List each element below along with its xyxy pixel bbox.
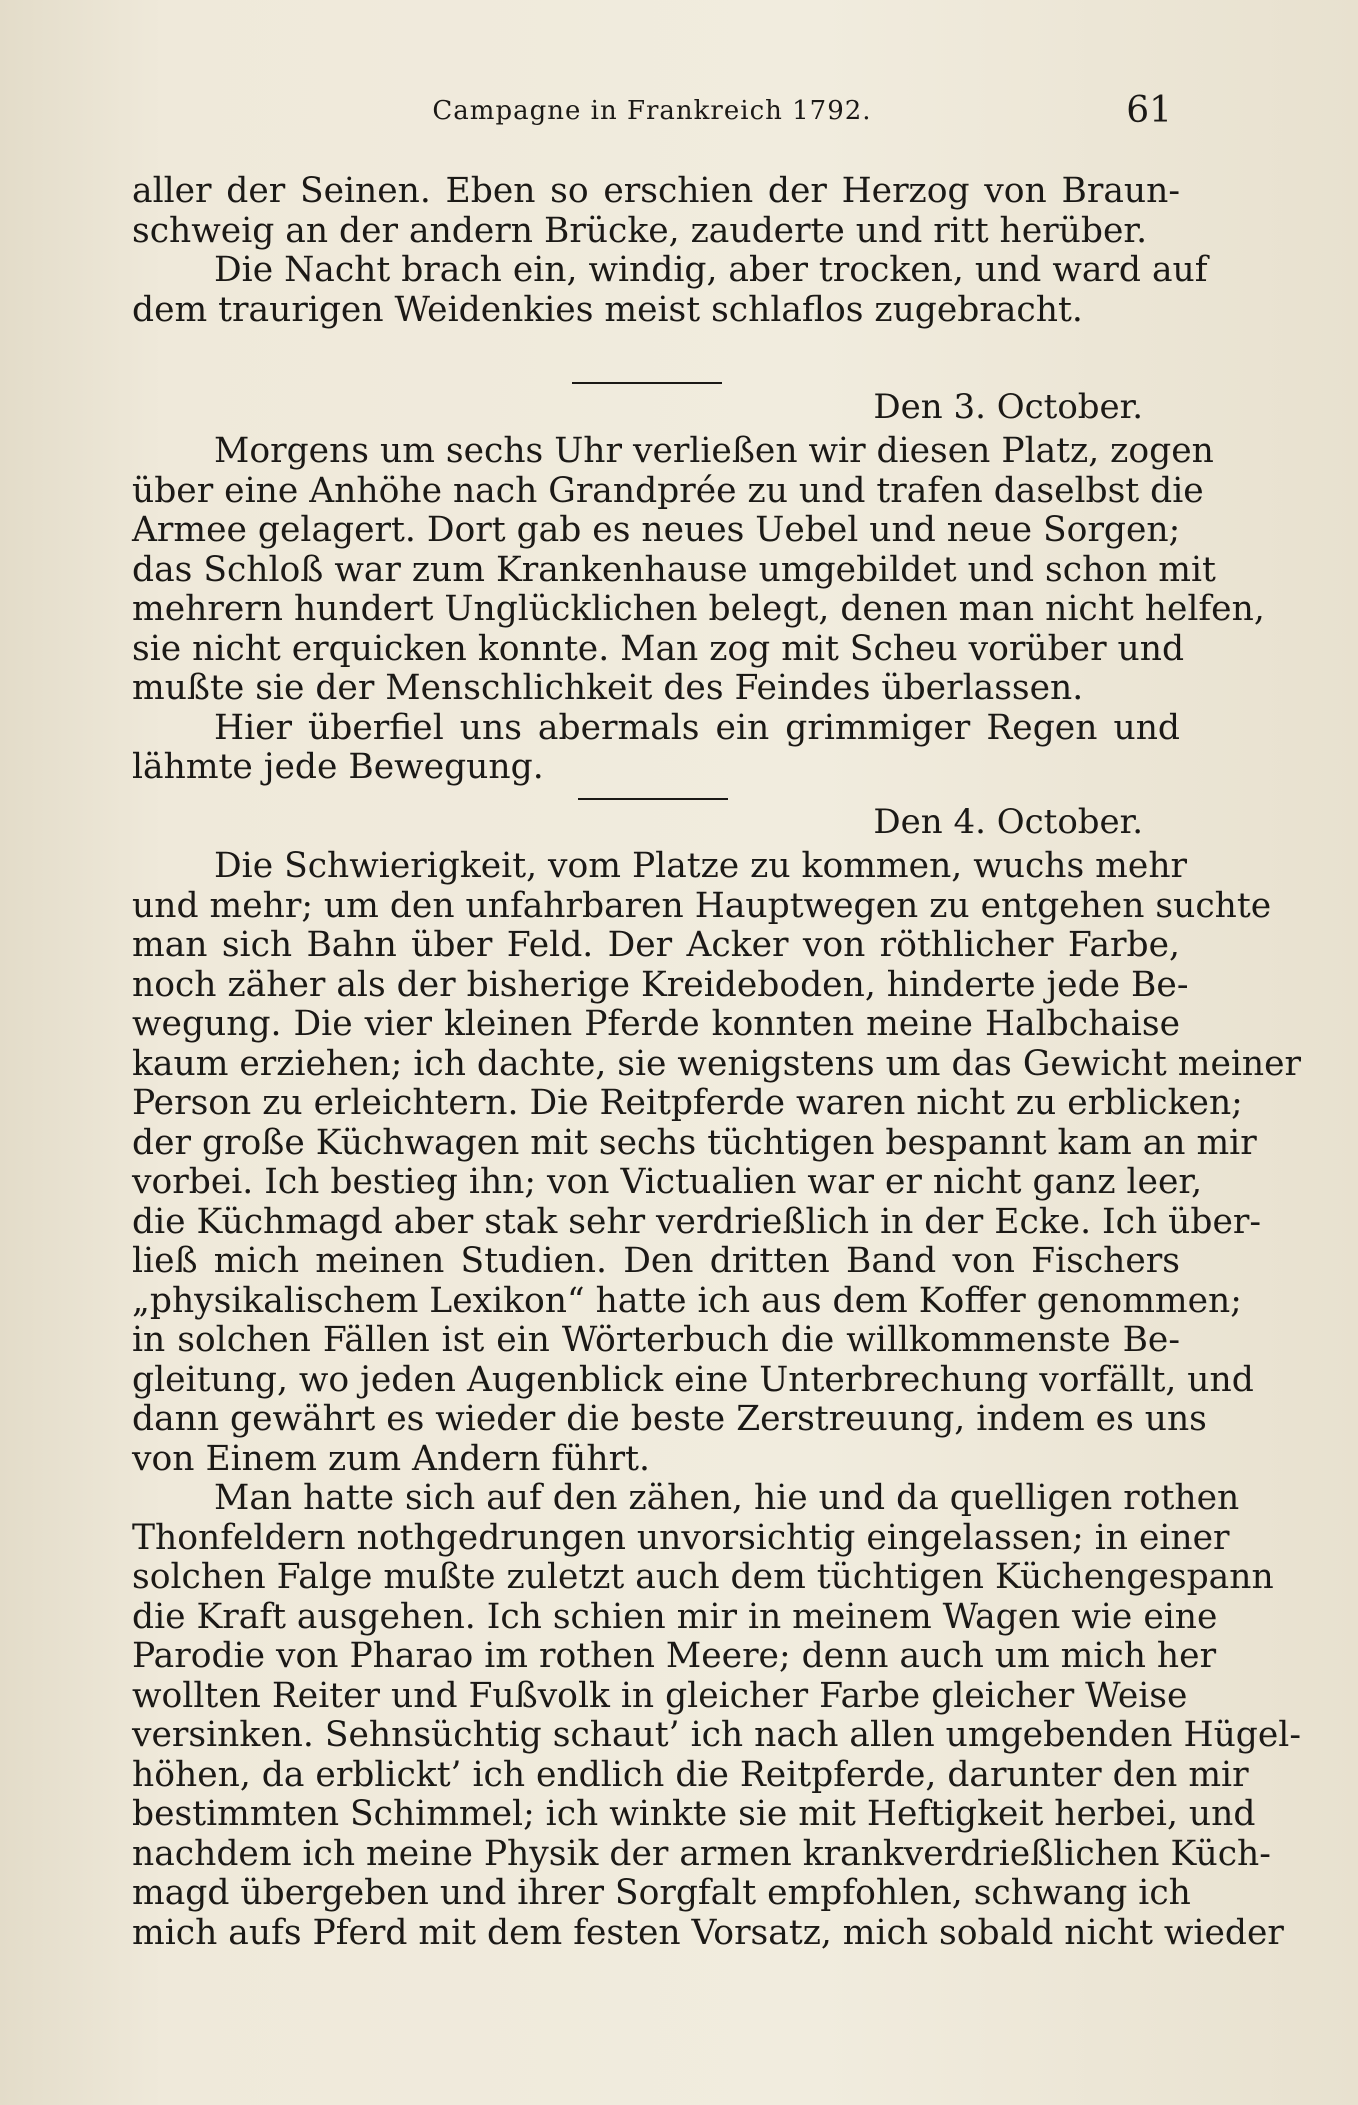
- text-line: von Einem zum Andern führt.: [132, 1438, 650, 1479]
- text-line: der große Küchwagen mit sechs tüchtigen bespannt kam an mir: [132, 1122, 1257, 1163]
- text-line: Person zu erleichtern. Die Reitpferde waren nicht zu erblicken;: [132, 1083, 1243, 1123]
- text-line: über eine Anhöhe nach Grandprée zu und trafen daselbst die: [132, 470, 1204, 511]
- text-line: Man hatte sich auf den zähen, hie und da quelligen rothen: [214, 1478, 1240, 1518]
- text-line: Hier überfiel uns abermals ein grimmiger Regen und: [214, 707, 1180, 748]
- text-line: Armee gelagert. Dort gab es neues Uebel und neue Sorgen;: [132, 510, 1181, 550]
- text-line: vorbei. Ich bestieg ihn; von Victualien war er nicht ganz leer,: [132, 1162, 1203, 1202]
- text-line: solchen Falge mußte zuletzt auch dem tüchtigen Küchengespann: [132, 1557, 1274, 1597]
- text-line: das Schloß war zum Krankenhause umgebildet und schon mit: [132, 549, 1216, 590]
- text-line: und mehr; um den unfahrbaren Hauptwegen zu entgehen suchte: [132, 885, 1272, 926]
- date-heading: Den 3. October.: [873, 387, 1143, 427]
- text-line: dann gewährt es wieder die beste Zerstreuung, indem es uns: [132, 1399, 1207, 1439]
- text-line: versinken. Sehnsüchtig schaut’ ich nach allen umgebenden Hügel-: [132, 1715, 1301, 1755]
- text-line: Die Nacht brach ein, windig, aber trocken, und ward auf: [214, 250, 1208, 290]
- text-line: schweig an der andern Brücke, zauderte und ritt herüber.: [132, 210, 1148, 251]
- text-line: magd übergeben und ihrer Sorgfalt empfohlen, schwang ich: [132, 1873, 1191, 1913]
- paragraph-block-1: [132, 171, 1208, 330]
- text-line: kaum erziehen; ich dachte, sie wenigstens um das Gewicht meiner: [132, 1043, 1302, 1084]
- text-line: wegung. Die vier kleinen Pferde konnten meine Halbchaise: [132, 1004, 1180, 1044]
- text-line: höhen, da erblickt’ ich endlich die Reitpferde, darunter den mir: [132, 1754, 1249, 1795]
- text-line: lähmte jede Bewegung.: [132, 747, 544, 787]
- text-line: Die Schwierigkeit, vom Platze zu kommen, wuchs mehr: [214, 846, 1188, 886]
- date-heading: Den 4. October.: [873, 802, 1143, 842]
- text-line: „physikalischem Lexikon“ hatte ich aus dem Koffer genommen;: [132, 1280, 1242, 1321]
- text-line: Parodie von Pharao im rothen Meere; denn auch um mich her: [132, 1636, 1217, 1676]
- section-divider: [572, 382, 722, 384]
- text-line: Morgens um sechs Uhr verließen wir diesen Platz, zogen: [214, 431, 1214, 471]
- text-line: man sich Bahn über Feld. Der Acker von röthlicher Farbe,: [132, 925, 1180, 965]
- page-number: 61: [1126, 90, 1172, 131]
- text-line: nachdem ich meine Physik der armen krankverdrießlichen Küch-: [132, 1833, 1271, 1874]
- text-line: die Kraft ausgehen. Ich schien mir in meinem Wagen wie eine: [132, 1596, 1218, 1637]
- running-title: Campagne in Frankreich 1792.: [432, 96, 872, 126]
- text-line: Thonfeldern nothgedrungen unvorsichtig eingelassen; in einer: [132, 1517, 1230, 1558]
- text-line: gleitung, wo jeden Augenblick eine Unterbrechung vorfällt, und: [132, 1359, 1254, 1400]
- text-line: sie nicht erquicken konnte. Man zog mit Scheu vorüber und: [132, 628, 1185, 669]
- page-header: [132, 90, 1172, 140]
- section-divider: [578, 798, 728, 800]
- text-line: mich aufs Pferd mit dem festen Vorsatz, mich sobald nicht wieder: [132, 1912, 1284, 1953]
- text-line: dem traurigen Weidenkies meist schlaflos zugebracht.: [132, 289, 1083, 330]
- text-line: in solchen Fällen ist ein Wörterbuch die willkommenste Be-: [132, 1320, 1180, 1360]
- text-line: die Küchmagd aber stak sehr verdrießlich in der Ecke. Ich über-: [132, 1201, 1262, 1242]
- text-line: ließ mich meinen Studien. Den dritten Band von Fischers: [132, 1241, 1180, 1281]
- paragraph-block-2: [132, 431, 1265, 788]
- text-line: wollten Reiter und Fußvolk in gleicher Farbe gleicher Weise: [132, 1675, 1188, 1716]
- text-line: aller der Seinen. Eben so erschien der Herzog von Braun-: [132, 171, 1180, 211]
- text-line: mußte sie der Menschlichkeit des Feindes überlassen.: [132, 668, 1084, 708]
- text-line: bestimmten Schimmel; ich winkte sie mit Heftigkeit herbei, und: [132, 1794, 1256, 1834]
- paragraph-block-3: [132, 846, 1302, 1953]
- text-line: noch zäher als der bisherige Kreideboden, hinderte jede Be-: [132, 964, 1189, 1005]
- text-line: mehrern hundert Unglücklichen belegt, denen man nicht helfen,: [132, 589, 1265, 629]
